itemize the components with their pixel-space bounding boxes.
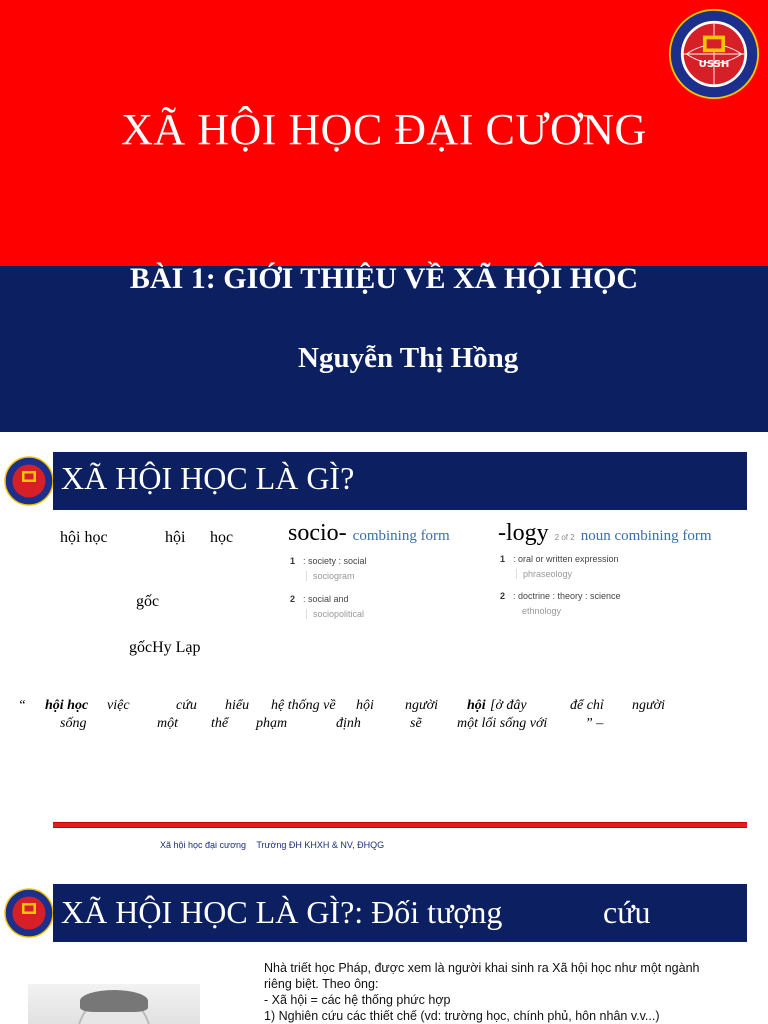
dictionary-entry-socio: [288, 520, 488, 630]
course-title: XÃ HỘI HỌC ĐẠI CƯƠNG: [121, 105, 647, 154]
socio-headword: socio-: [288, 520, 347, 546]
quote-fragment: hội học: [45, 698, 89, 713]
university-logo-small: [4, 888, 54, 938]
quote-fragment: hội: [467, 698, 486, 713]
quote-fragment: sống: [60, 716, 87, 731]
body-line: - Xã hội = các hệ thống phức hợp: [264, 993, 451, 1007]
quote-fragment: việc: [107, 698, 130, 713]
logy-sense-1: 1 : oral or written expression: [500, 554, 619, 564]
author-name: Nguyễn Thị Hồng: [298, 342, 519, 374]
socio-sense-2: 2 : social and: [290, 594, 349, 604]
quote-fragment: [ở đây: [490, 698, 527, 713]
logy-headword: -logy: [498, 520, 549, 546]
logy-pos: noun combining form: [580, 528, 712, 544]
portrait-hair: [80, 990, 148, 1012]
quote-close: ” –: [585, 716, 604, 731]
dictionary-entry-logy: [498, 520, 738, 630]
slide-what-is-sociology: [0, 432, 768, 864]
slide-header-bar: [53, 884, 747, 942]
university-logo: [668, 8, 760, 100]
portrait-photo: [28, 984, 200, 1024]
quote-fragment: hệ thống về: [271, 698, 336, 713]
footer-divider: [53, 822, 747, 828]
quote-fragment: thể: [211, 716, 229, 731]
quote-fragment: phạm: [256, 716, 288, 731]
svg-text:USSH: USSH: [698, 58, 730, 70]
term-goc-hy-lap: gốcHy Lạp: [129, 639, 201, 656]
quote-fragment: để chỉ: [570, 698, 604, 713]
term-goc: gốc: [136, 593, 160, 610]
quote-fragment: cứu: [176, 698, 197, 713]
quote-fragment: người: [405, 698, 438, 713]
quote-fragment: một lối sống với: [457, 716, 548, 731]
university-logo-small: [4, 456, 54, 506]
socio-example-2: sociopolitical: [306, 609, 364, 619]
socio-sense-1: 1 : society : social: [290, 556, 367, 566]
body-line: Nhà triết học Pháp, được xem là người khai sinh ra Xã hội học như một ngành: [264, 961, 700, 975]
term-hoi: hội: [165, 529, 186, 546]
quote-fragment: sẽ: [410, 716, 422, 731]
quote-fragment: người: [632, 698, 665, 713]
body-line: riêng biệt. Theo ông:: [264, 977, 379, 991]
slide-heading: XÃ HỘI HỌC LÀ GÌ?: Đối tượng: [61, 894, 503, 930]
quote-fragment: hiểu: [225, 698, 250, 713]
logy-example-2: ethnology: [522, 606, 562, 616]
logy-sense-2: 2 : doctrine : theory : science: [500, 591, 621, 601]
body-line: 1) Nghiên cứu các thiết chế (vd: trường học, chính phủ, hôn nhân v.v...): [264, 1009, 660, 1023]
quote-open: “: [18, 698, 26, 713]
slide-heading-end: cứu: [603, 894, 651, 930]
logy-count: 2 of 2: [554, 533, 575, 542]
quote-fragment: hội: [356, 698, 374, 713]
socio-pos: combining form: [352, 528, 450, 544]
quote-fragment: một: [157, 716, 178, 731]
term-hoc: học: [210, 529, 234, 546]
quote-fragment: định: [336, 716, 361, 731]
slide-research-object: [0, 864, 768, 1024]
slide-header-bar: [53, 452, 747, 510]
lesson-title: BÀI 1: GIỚI THIỆU VỀ XÃ HỘI HỌC: [129, 262, 639, 295]
slide-heading: XÃ HỘI HỌC LÀ GÌ?: [61, 460, 355, 496]
logy-example-1: phraseology: [516, 569, 572, 579]
logy-heading: [498, 520, 712, 547]
footer-university: Trường ĐH KHXH & NV, ĐHQG: [256, 840, 385, 850]
slide-footer: [160, 840, 392, 850]
socio-heading: [288, 520, 450, 547]
socio-example-1: sociogram: [306, 571, 355, 581]
term-hoi-hoc: hội học: [60, 529, 108, 546]
footer-course: Xã hội học đại cương: [160, 840, 246, 850]
